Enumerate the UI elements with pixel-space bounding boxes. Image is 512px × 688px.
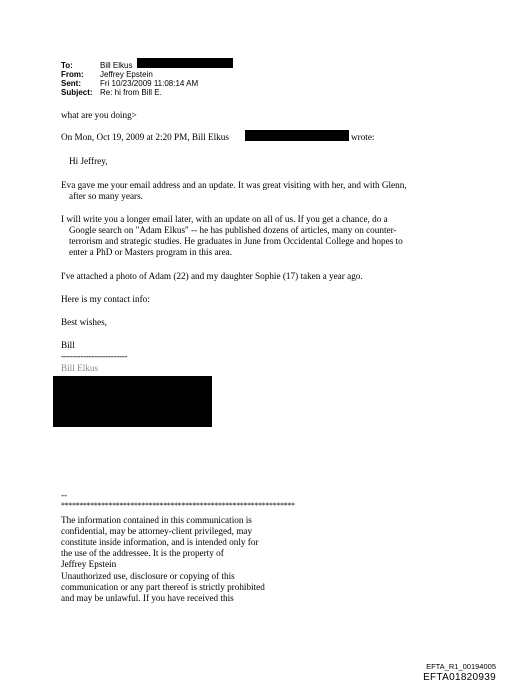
- signature-rule: ------------------------: [61, 351, 128, 361]
- sent-label: Sent:: [61, 79, 81, 88]
- greeting: Hi Jeffrey,: [69, 156, 108, 166]
- paragraph-line: Eva gave me your email address and an update. It was great visiting with her, and with Glenn,: [61, 180, 407, 190]
- redaction-box: [137, 58, 233, 68]
- footer-id-small: EFTA_R1_00194005: [426, 662, 496, 671]
- redaction-box: [245, 130, 349, 141]
- paragraph-line: terrorism and strategic studies. He graduates in June from Occidental College and hopes to: [69, 236, 403, 246]
- from-label: From:: [61, 70, 84, 79]
- redaction-box: [53, 376, 212, 427]
- disclaimer-line: confidential, may be attorney-client privileged, may: [61, 526, 253, 536]
- footer-id-large: EFTA01820939: [423, 672, 496, 683]
- signature-name: Bill Elkus: [61, 363, 99, 373]
- paragraph-line: Here is my contact info:: [61, 294, 150, 304]
- quote-intro: On Mon, Oct 19, 2009 at 2:20 PM, Bill Elkus: [61, 132, 229, 142]
- to-value: Bill Elkus: [100, 61, 133, 70]
- disclaimer-line: The information contained in this communication is: [61, 515, 252, 525]
- subject-label: Subject:: [61, 88, 93, 97]
- subject-value: Re: hi from Bill E.: [100, 88, 162, 97]
- quote-intro-wrote: wrote:: [351, 132, 375, 142]
- paragraph-line: after so many years.: [69, 191, 143, 201]
- paragraph-line: I will write you a longer email later, with an update on all of us. If you get a chance, do a: [61, 214, 388, 224]
- disclaimer-line: Jeffrey Epstein: [61, 559, 117, 569]
- disclaimer-line: constitute inside information, and is intended only for: [61, 537, 259, 547]
- paragraph-line: enter a PhD or Masters program in this area.: [69, 247, 233, 257]
- reply-text: what are you doing>: [61, 110, 137, 120]
- signoff: Bill: [61, 340, 75, 350]
- disclaimer-line: Unauthorized use, disclosure or copying of this: [61, 571, 235, 581]
- disclaimer-line: and may be unlawful. If you have received this: [61, 593, 234, 603]
- disclaimer-dashes: --: [61, 490, 68, 500]
- paragraph-line: Google search on "Adam Elkus" -- he has published dozens of articles, many on counter-: [69, 225, 397, 235]
- from-value: Jeffrey Epstein: [100, 70, 153, 79]
- disclaimer-stars: ****************************************************************: [61, 501, 295, 510]
- to-label: To:: [61, 61, 73, 70]
- disclaimer-line: communication or any part thereof is strictly prohibited: [61, 582, 265, 592]
- paragraph-line: I've attached a photo of Adam (22) and my daughter Sophie (17) taken a year ago.: [61, 271, 363, 281]
- disclaimer-line: the use of the addressee. It is the property of: [61, 548, 224, 558]
- closing: Best wishes,: [61, 317, 107, 327]
- sent-value: Fri 10/23/2009 11:08:14 AM: [100, 79, 199, 88]
